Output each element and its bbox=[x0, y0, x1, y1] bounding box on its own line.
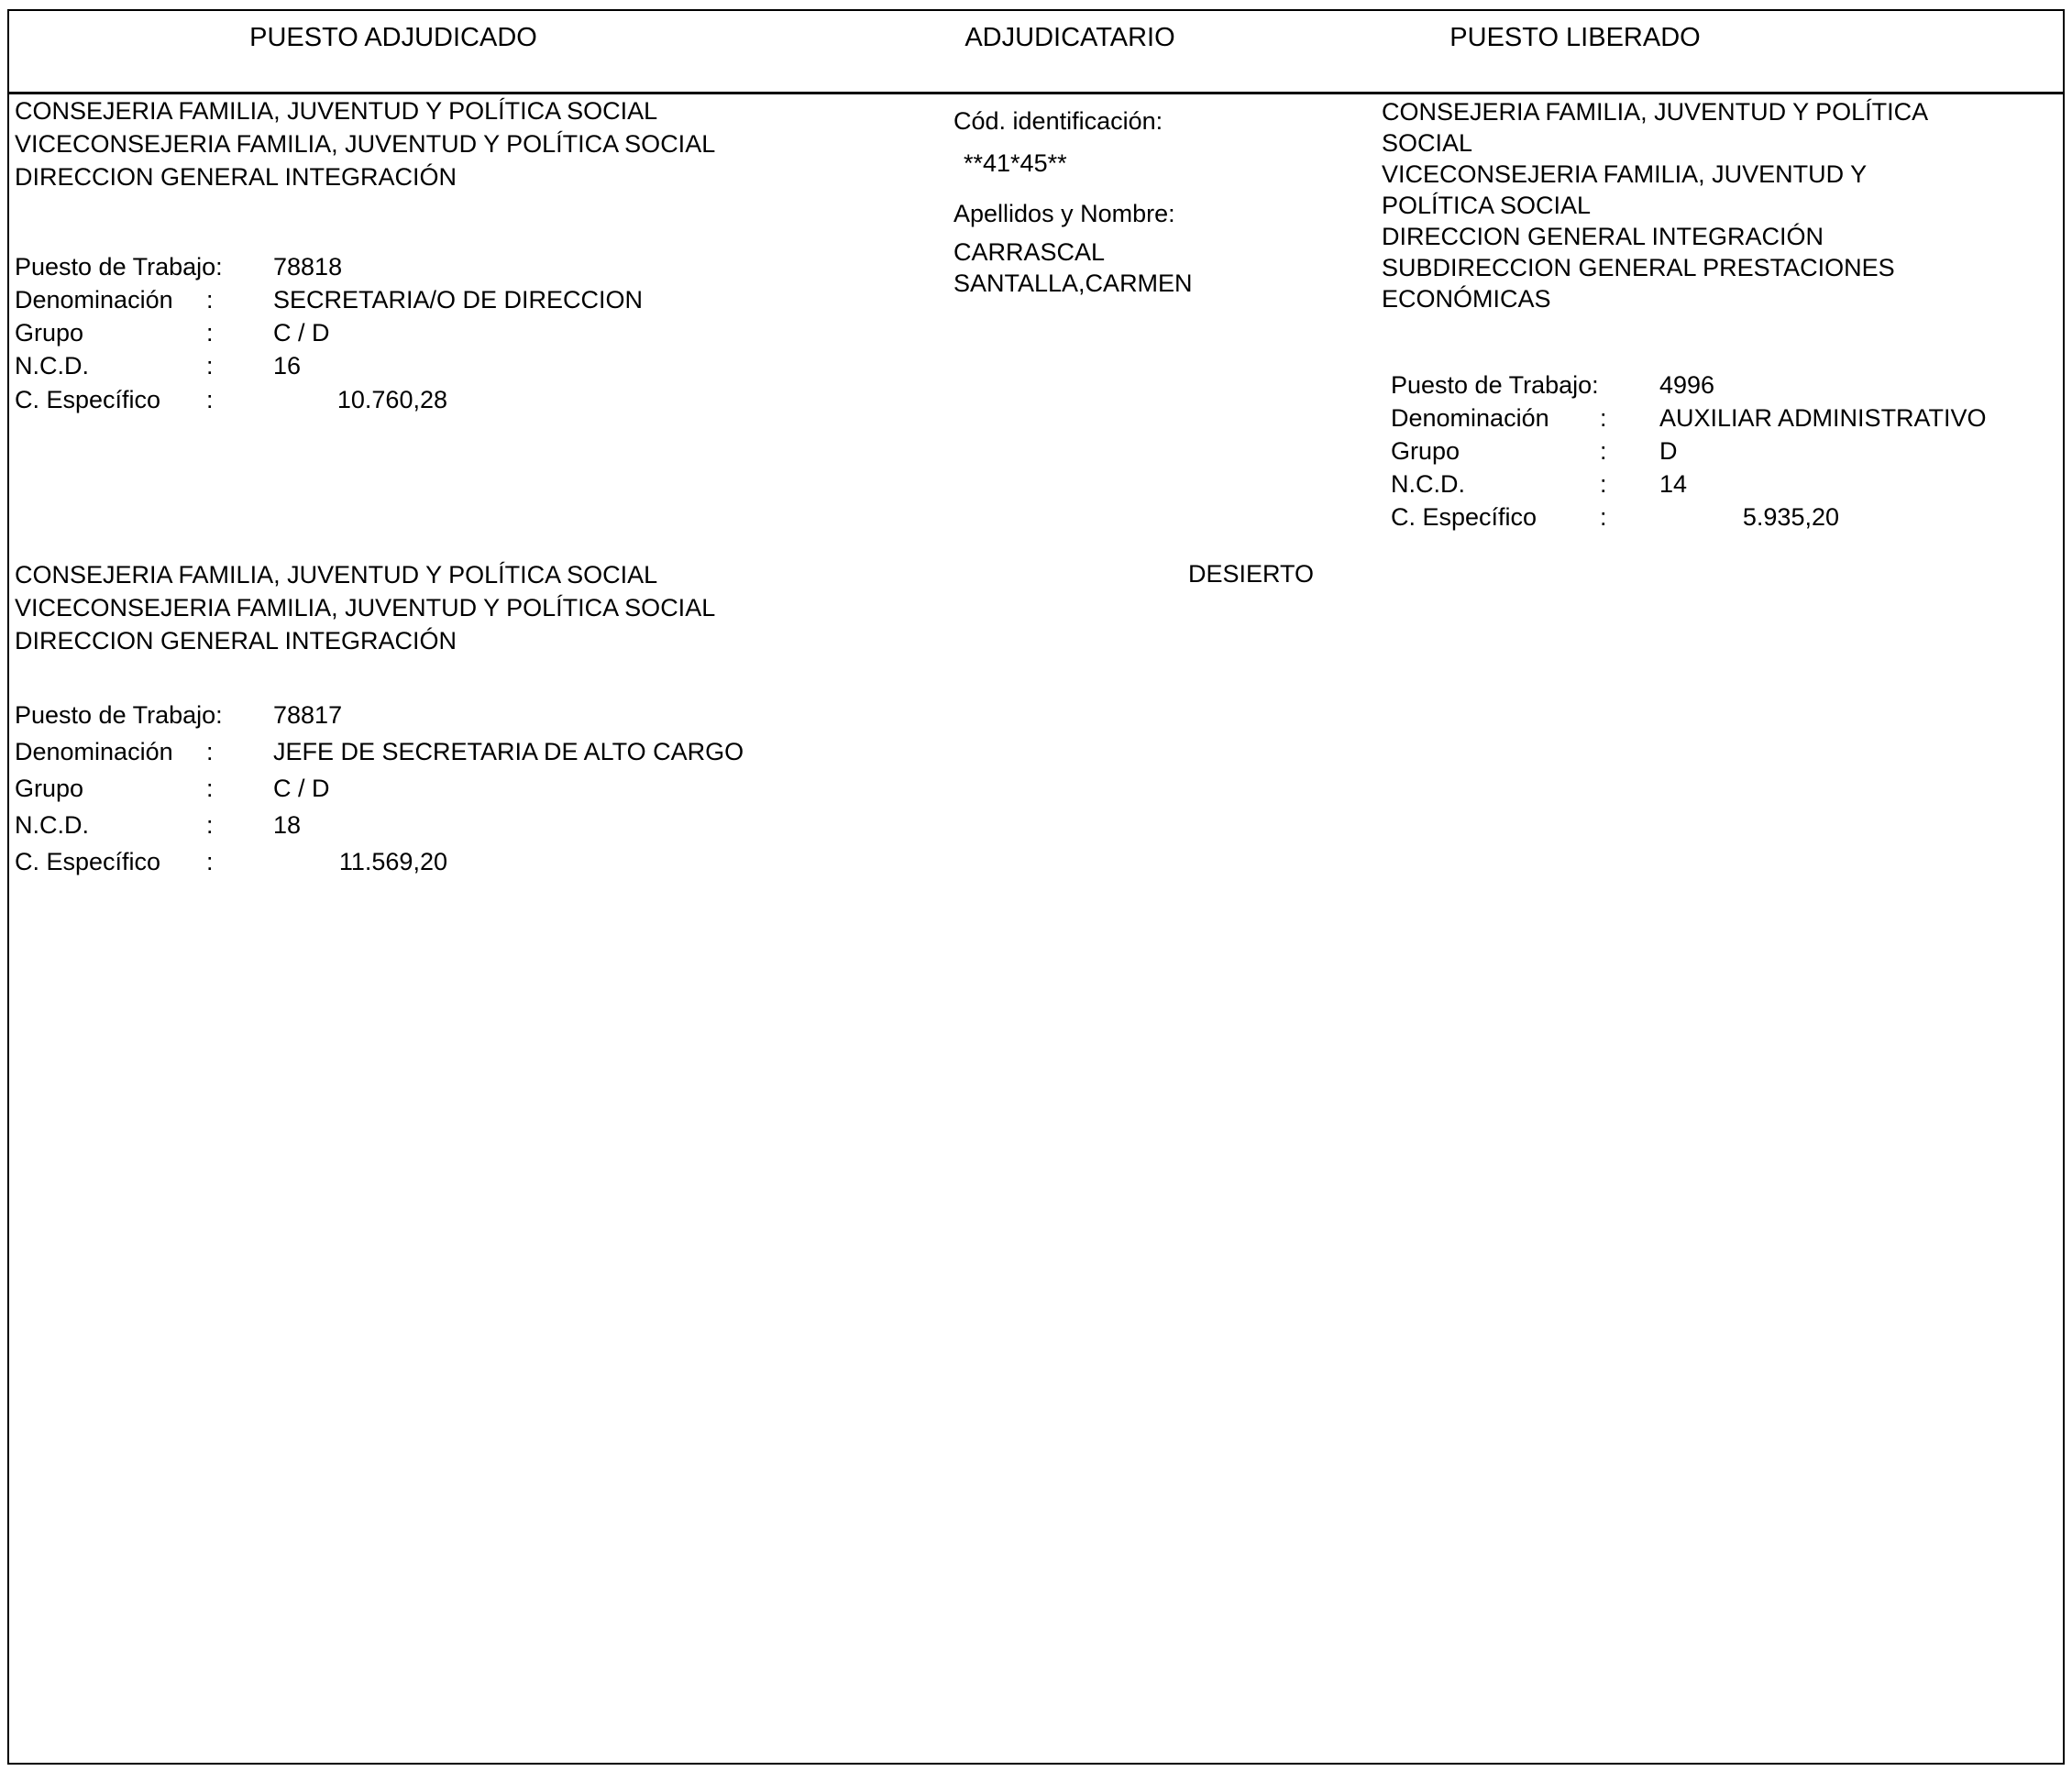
field-row-c-especifico bbox=[15, 386, 840, 415]
org-line: ECONÓMICAS bbox=[1382, 285, 1551, 313]
field-separator: : bbox=[206, 738, 214, 765]
field-row-puesto-de-trabajo bbox=[15, 253, 840, 282]
field-label: C. Específico bbox=[1391, 503, 1537, 531]
field-label: Grupo bbox=[15, 319, 84, 346]
org-line: SUBDIRECCION GENERAL PRESTACIONES bbox=[1382, 254, 1895, 281]
org-line: SOCIAL bbox=[1382, 129, 1473, 157]
org-line: VICECONSEJERIA FAMILIA, JUVENTUD Y bbox=[1382, 160, 1868, 188]
apellidos-nombre-value bbox=[953, 236, 1193, 299]
field-value: 5.935,20 bbox=[1742, 503, 1839, 531]
field-row-grupo bbox=[15, 775, 840, 804]
field-separator: : bbox=[206, 286, 214, 314]
field-label: C. Específico bbox=[15, 386, 161, 413]
desierto-status: DESIERTO bbox=[1188, 560, 1315, 588]
field-row-grupo bbox=[15, 319, 840, 348]
field-label: Puesto de Trabajo: bbox=[15, 701, 223, 729]
column-header-adjudicatario: ADJUDICATARIO bbox=[964, 23, 1175, 52]
field-row-ncd bbox=[15, 352, 840, 381]
column-header-puesto-adjudicado: PUESTO ADJUDICADO bbox=[249, 23, 537, 52]
field-separator: : bbox=[206, 352, 214, 380]
field-label: C. Específico bbox=[15, 848, 161, 875]
field-row-c-especifico bbox=[1391, 503, 2069, 533]
field-separator: : bbox=[1600, 503, 1607, 531]
field-value: JEFE DE SECRETARIA DE ALTO CARGO bbox=[273, 738, 744, 765]
field-row-denominacion bbox=[15, 738, 840, 767]
field-label: N.C.D. bbox=[1391, 470, 1465, 498]
field-label: N.C.D. bbox=[15, 352, 89, 380]
org-line: DIRECCION GENERAL INTEGRACIÓN bbox=[15, 627, 457, 654]
field-value: 14 bbox=[1659, 470, 1688, 498]
record2-adjudicado-organization bbox=[15, 558, 715, 657]
cod-identificacion-label: Cód. identificación: bbox=[953, 107, 1163, 135]
field-row-puesto-de-trabajo bbox=[15, 701, 840, 731]
field-separator: : bbox=[206, 848, 214, 875]
record1-liberado-organization bbox=[1382, 96, 1928, 314]
field-separator: : bbox=[206, 775, 214, 802]
cod-identificacion-value: **41*45** bbox=[964, 149, 1067, 177]
org-line: VICECONSEJERIA FAMILIA, JUVENTUD Y POLÍTICA SOCIAL bbox=[15, 594, 716, 622]
field-value: 11.569,20 bbox=[338, 848, 447, 875]
field-separator: : bbox=[1600, 470, 1607, 498]
field-label: Puesto de Trabajo: bbox=[1391, 371, 1599, 399]
field-value: C / D bbox=[273, 319, 330, 346]
field-label: Grupo bbox=[15, 775, 84, 802]
field-label: N.C.D. bbox=[15, 811, 89, 839]
column-header-puesto-liberado: PUESTO LIBERADO bbox=[1449, 23, 1701, 52]
apellidos-nombre-label: Apellidos y Nombre: bbox=[953, 200, 1175, 227]
field-value: AUXILIAR ADMINISTRATIVO bbox=[1659, 404, 1987, 432]
org-line: CONSEJERIA FAMILIA, JUVENTUD Y POLÍTICA bbox=[1382, 98, 1929, 126]
org-line: POLÍTICA SOCIAL bbox=[1382, 192, 1592, 219]
field-separator: : bbox=[206, 319, 214, 346]
field-value: 10.760,28 bbox=[336, 386, 447, 413]
field-label: Grupo bbox=[1391, 437, 1460, 465]
field-label: Denominación bbox=[15, 286, 173, 314]
field-row-puesto-de-trabajo bbox=[1391, 371, 2069, 401]
field-value: D bbox=[1659, 437, 1678, 465]
name-line: SANTALLA,CARMEN bbox=[953, 270, 1193, 297]
field-row-grupo bbox=[1391, 437, 2069, 467]
field-value: 78818 bbox=[273, 253, 343, 280]
field-separator: : bbox=[206, 811, 214, 839]
record1-adjudicado-organization bbox=[15, 94, 715, 193]
field-label: Denominación bbox=[1391, 404, 1549, 432]
field-label: Puesto de Trabajo: bbox=[15, 253, 223, 280]
field-value: C / D bbox=[273, 775, 330, 802]
field-value: 4996 bbox=[1659, 371, 1715, 399]
org-line: VICECONSEJERIA FAMILIA, JUVENTUD Y POLÍTICA SOCIAL bbox=[15, 130, 716, 158]
org-line: DIRECCION GENERAL INTEGRACIÓN bbox=[1382, 223, 1824, 250]
field-row-ncd bbox=[15, 811, 840, 841]
field-row-c-especifico bbox=[15, 848, 840, 877]
field-row-denominacion bbox=[1391, 404, 2069, 434]
field-value: 16 bbox=[273, 352, 302, 380]
field-row-ncd bbox=[1391, 470, 2069, 500]
name-line: CARRASCAL bbox=[953, 238, 1106, 266]
field-row-denominacion bbox=[15, 286, 840, 315]
org-line: DIRECCION GENERAL INTEGRACIÓN bbox=[15, 163, 457, 191]
org-line: CONSEJERIA FAMILIA, JUVENTUD Y POLÍTICA SOCIAL bbox=[15, 97, 658, 125]
field-value: 18 bbox=[273, 811, 302, 839]
field-value: 78817 bbox=[273, 701, 343, 729]
field-separator: : bbox=[1600, 404, 1607, 432]
field-label: Denominación bbox=[15, 738, 173, 765]
field-separator: : bbox=[206, 386, 214, 413]
field-separator: : bbox=[1600, 437, 1607, 465]
field-value: SECRETARIA/O DE DIRECCION bbox=[273, 286, 644, 314]
org-line: CONSEJERIA FAMILIA, JUVENTUD Y POLÍTICA SOCIAL bbox=[15, 561, 658, 588]
